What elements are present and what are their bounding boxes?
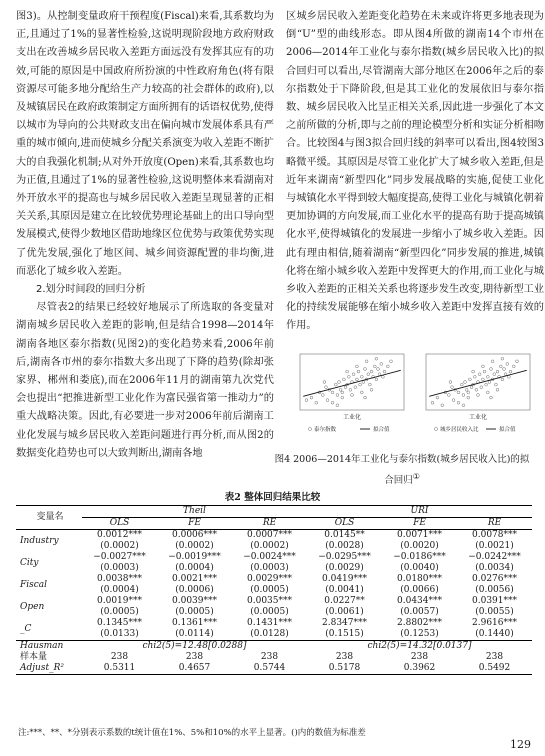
hausman-theil: chi2(5)=12.48[0.0288] — [82, 641, 307, 653]
std-error-cell: (0.1515) — [325, 629, 364, 639]
coefficient-cell: 0.0071*** — [397, 530, 442, 540]
model-header: OLS — [307, 518, 382, 530]
model-header: FE — [157, 518, 232, 530]
legend-label: 城乡居民收入比 — [440, 427, 479, 433]
row-label: Open — [20, 601, 45, 612]
table-footnote: 注:***、**、*分别表示系数的t统计值在1%、5%和10%的水平上显著。()内的数值为标准差 — [18, 728, 366, 738]
coefficient-cell: 0.0419*** — [322, 574, 367, 584]
coefficient-cell: 0.0012*** — [97, 530, 142, 540]
right-text-column — [286, 8, 544, 336]
theil-group-header: Theil — [82, 506, 307, 518]
coefficient-cell: 0.0276*** — [472, 574, 517, 584]
figure-caption: 图4 2006—2014年工业化与泰尔指数(城乡居民收入比)的拟合回归① — [274, 454, 530, 487]
std-error-cell: (0.0002) — [100, 541, 139, 551]
scatter-plot-theil — [290, 350, 408, 436]
coefficient-cell: 0.0434*** — [397, 596, 442, 606]
table-title: 表2 整体回归结果比较 — [224, 492, 321, 503]
coefficient-cell: −0.0019*** — [168, 552, 221, 562]
coefficient-cell: −0.0024*** — [243, 552, 296, 562]
x-axis-label: 工业化 — [342, 414, 362, 421]
coefficient-cell: 0.0019*** — [97, 596, 142, 606]
std-error-cell: (0.0004) — [100, 585, 139, 595]
coefficient-cell: 0.0021*** — [172, 574, 217, 584]
std-error-cell: (0.0114) — [175, 629, 214, 639]
uri-group-header: URI — [307, 506, 532, 518]
table-body — [16, 530, 532, 641]
coefficient-cell: 0.0039*** — [172, 596, 217, 606]
adjusted-r2-cell: 0.5492 — [457, 663, 532, 675]
section-subheading: 2.划分时间段的回归分析 — [36, 284, 146, 296]
hausman-label: Hausman — [16, 641, 82, 653]
legend-label: 泰尔指数 — [314, 427, 337, 433]
adjusted-r2-cell: 0.4657 — [157, 663, 232, 675]
scatter-plot-uri — [416, 350, 534, 436]
adjusted-r2-cell: 0.5744 — [232, 663, 307, 675]
legend-marker — [435, 428, 438, 431]
model-header: OLS — [82, 518, 157, 530]
std-error-cell: (0.1253) — [400, 629, 439, 639]
std-error-cell: (0.0004) — [175, 563, 214, 573]
coefficient-cell: 0.1345*** — [97, 618, 142, 628]
plot-area — [426, 354, 530, 410]
x-axis-label: 工业化 — [468, 414, 488, 421]
std-error-cell: (0.0006) — [175, 585, 214, 595]
coefficient-cell: 0.0227** — [324, 596, 365, 606]
coefficient-cell: 0.0007*** — [247, 530, 292, 540]
regression-table — [16, 505, 532, 675]
std-error-cell: (0.0029) — [325, 563, 364, 573]
std-error-cell: (0.0061) — [325, 607, 364, 617]
figure-4 — [288, 350, 538, 448]
coefficient-cell: 0.0078*** — [472, 530, 517, 540]
adjusted-r2-cell: 0.5178 — [307, 663, 382, 675]
coefficient-cell: −0.0027*** — [93, 552, 146, 562]
right-paragraph-1: 区城乡居民收入差距变化趋势在未来或许将更多地表现为倒“U”型的曲线形态。即从图4所做的湖南14个市州在2006—2014年工业化与泰尔指数(城乡居民收入比)的拟合回归可以看出,尽管湖南大部分地区在2006年之后的泰尔指数处于下降阶段,但是其工业化的发展依旧与泰尔指数、城乡居民收入比呈正相关关系,因此进一步强化了本文之前所做的分析,即与之前的理论模型分析和实证分析相吻合。比较图4与图3拟合回归线的斜率可以看出,图4较图3略微平缓。其原因是尽管工业化扩大了城乡收入差距,但是近年来湖南“新型四化”同步发展战略的实施,促使工业化与城镇化水平得到较大幅度提高,使得工业化与城镇化朝着更加协调的方向发展,而工业化水平的提高有助于提高城镇化水平,使得城镇化的发展进一步缩小了城乡收入差距。因此有理由相信,随着湖南“新型四化”同步发展的推进,城镇化将在缩小城乡收入差距中发挥更大的作用,而工业化与城乡收入差距的正相关关系也将逐步发生改变,期待新型工业化的持续发展能够在缩小城乡收入差距中发挥直接有效的作用。 — [286, 11, 544, 332]
std-error-cell: (0.0040) — [400, 563, 439, 573]
coefficient-cell: 2.8347*** — [322, 618, 367, 628]
std-error-cell: (0.0028) — [325, 541, 364, 551]
adjusted-r2-cell: 0.5311 — [82, 663, 157, 675]
model-header: FE — [382, 518, 457, 530]
coefficient-cell: 2.8802*** — [397, 618, 442, 628]
std-error-cell: (0.0041) — [325, 585, 364, 595]
sample-size-cell: 238 — [185, 652, 204, 662]
row-label: Industry — [20, 535, 59, 546]
std-error-cell: (0.0005) — [175, 607, 214, 617]
adjusted-r2-label: Adjust_R² — [16, 663, 82, 675]
variable-header: 变量名 — [16, 506, 82, 530]
coefficient-cell: 0.0180*** — [397, 574, 442, 584]
coefficient-cell: 0.1361*** — [172, 618, 217, 628]
sample-size-cell: 238 — [110, 652, 129, 662]
hausman-uri: chi2(5)=14.32[0.0137] — [307, 641, 532, 653]
std-error-cell: (0.0055) — [475, 607, 514, 617]
left-text-column — [16, 8, 274, 463]
coefficient-cell: 0.0145** — [324, 530, 365, 540]
std-error-cell: (0.0057) — [400, 607, 439, 617]
std-error-cell: (0.0021) — [475, 541, 514, 551]
sample-size-cell: 238 — [410, 652, 429, 662]
coefficient-cell: −0.0186*** — [393, 552, 446, 562]
coefficient-cell: 0.0038*** — [97, 574, 142, 584]
std-error-cell: (0.1440) — [475, 629, 514, 639]
left-paragraph-1: 图3)。从控制变量政府干预程度(Fiscal)来看,其系数均为正,且通过了1%的显著性检验,这说明现阶段地方政府财政支出在改善城乡居民收入差距方面远没有发挥其应有的功效,可能的原因是中国政府所扮演的中性政府角色(将有限资源尽可能多地分配给生产力较高的社会群体的政府),以及城镇居民在政府政策制定方面所拥有的话语权优势,使得以城市为导向的公共财政支出在偏向城市发展体系具有严重的城市倾向,进而使城乡分配关系演变为收入差距不断扩大的自我强化机制;从对外开放度(Open)来看,其系数也均为正值,且通过了1%的显著性检验,这说明整体来看湖南对外开放水平的提高也与城乡居民收入差距呈现显著的正相关关系,其原因是建立在比较优势理论基础上的出口导向型发展模式,使得少数地区借助地缘区位优势与政策优势实现了优先发展,强化了地区间、城乡间资源配置的非均衡,进而恶化了城乡收入差距。 — [16, 11, 274, 277]
legend-label: 拟合值 — [373, 427, 390, 433]
model-header: RE — [232, 518, 307, 530]
std-error-cell: (0.0005) — [100, 607, 139, 617]
coefficient-cell: 0.0029*** — [247, 574, 292, 584]
row-label: Fiscal — [20, 579, 48, 590]
std-error-cell: (0.0003) — [250, 563, 289, 573]
std-error-cell: (0.0002) — [250, 541, 289, 551]
sample-size-cell: 238 — [335, 652, 354, 662]
page-number: 129 — [510, 738, 531, 751]
std-error-cell: (0.0003) — [100, 563, 139, 573]
row-label: _C — [20, 623, 32, 634]
sample-size-cell: 238 — [485, 652, 504, 662]
legend-label: 拟合值 — [499, 427, 516, 433]
std-error-cell: (0.0005) — [250, 607, 289, 617]
std-error-cell: (0.0020) — [400, 541, 439, 551]
std-error-cell: (0.0066) — [400, 585, 439, 595]
std-error-cell: (0.0034) — [475, 563, 514, 573]
row-label: City — [20, 557, 39, 568]
coefficient-cell: 0.0006*** — [172, 530, 217, 540]
std-error-cell: (0.0056) — [475, 585, 514, 595]
legend-marker — [309, 428, 312, 431]
std-error-cell: (0.0005) — [250, 585, 289, 595]
adjusted-r2-cell: 0.3962 — [382, 663, 457, 675]
std-error-cell: (0.0133) — [100, 629, 139, 639]
sample-size-label: 样本量 — [20, 652, 48, 662]
coefficient-cell: 0.0391*** — [472, 596, 517, 606]
coefficient-cell: −0.0295*** — [318, 552, 371, 562]
coefficient-cell: 0.1431*** — [247, 618, 292, 628]
std-error-cell: (0.0002) — [175, 541, 214, 551]
sample-size-cell: 238 — [260, 652, 279, 662]
model-header: RE — [457, 518, 532, 530]
std-error-cell: (0.0128) — [250, 629, 289, 639]
coefficient-cell: −0.0242*** — [468, 552, 521, 562]
left-paragraph-2: 尽管表2的结果已经较好地展示了所选取的各变量对湖南城乡居民收入差距的影响,但是结合1998—2014年湖南各地区泰尔指数(见图2)的变化趋势来看,2006年前后,湖南各市州的泰尔指数大多出现了下降的趋势(除却张家界、郴州和娄底),而在2006年11月的湖南第九次党代会也提出“把推进新型工业化作为富民强省第一推动力”的重大战略决策。因此,有必要进一步对2006年前后湖南工业化发展与城乡居民收入差距问题进行再分析,而从图2的数据变化趋势也可以大致判断出,湖南各地 — [16, 302, 274, 459]
coefficient-cell: 2.9616*** — [472, 618, 517, 628]
coefficient-cell: 0.0035*** — [247, 596, 292, 606]
